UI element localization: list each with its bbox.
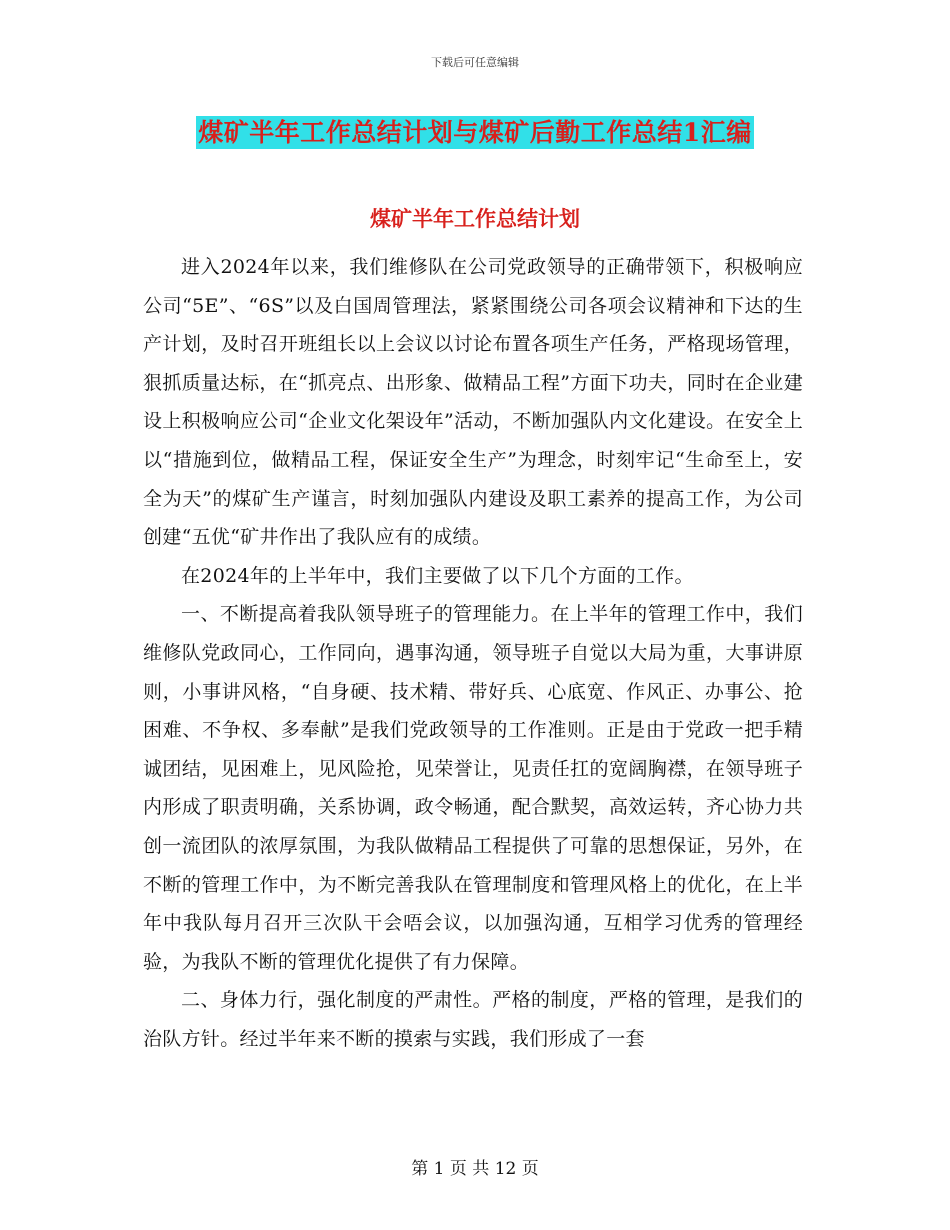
document-body bbox=[143, 248, 803, 1058]
section-title: 煤矿半年工作总结计划 bbox=[370, 206, 580, 231]
document-title bbox=[0, 113, 950, 149]
page-footer: 第 1 页 共 12 页 bbox=[411, 1159, 539, 1179]
document-title-text: 煤矿半年工作总结计划与煤矿后勤工作总结1汇编 bbox=[198, 118, 752, 147]
paragraph: 一、不断提高着我队领导班子的管理能力。在上半年的管理工作中，我们维修队党政同心，工作同向，遇事沟通，领导班子自觉以大局为重，大事讲原则，小事讲风格，“自身硬、技术精、带好兵、心底宽、作风正、办事公、抢困难、不争权、多奉献”是我们党政领导的工作准则。正是由于党政一把手精诚团结，见困难上，见风险抢，见荣誉让，见责任扛的宽阔胸襟，在领导班子内形成了职责明确，关系协调，政令畅通，配合默契，高效运转，齐心协力共创一流团队的浓厚氛围，为我队做精品工程提供了可靠的思想保证，另外，在不断的管理工作中，为不断完善我队在管理制度和管理风格上的优化，在上半年中我队每月召开三次队干会唔会议，以加强沟通，互相学习优秀的管理经验，为我队不断的管理优化提供了有力保障。 bbox=[143, 603, 803, 973]
paragraph: 二、身体力行，强化制度的严肃性。严格的制度，严格的管理，是我们的治队方针。经过半年来不断的摸索与实践，我们形成了一套 bbox=[143, 989, 803, 1050]
paragraph: 在2024年的上半年中，我们主要做了以下几个方面的工作。 bbox=[181, 564, 694, 587]
paragraph: 进入2024年以来，我们维修队在公司党政领导的正确带领下，积极响应公司“5E”、“6S”以及白国周管理法，紧紧围绕公司各项会议精神和下达的生产计划，及时召开班组长以上会议以讨论布置各项生产任务，严格现场管理，狠抓质量达标，在“抓亮点、出形象、做精品工程”方面下功夫，同时在企业建设上积极响应公司“企业文化架设年”活动，不断加强队内文化建设。在安全上以“措施到位，做精品工程，保证安全生产”为理念，时刻牢记“生命至上，安全为天”的煤矿生产谨言，时刻加强队内建设及职工素养的提高工作，为公司创建“五优“矿井作出了我队应有的成绩。 bbox=[143, 256, 803, 549]
header-note: 下载后可任意编辑 bbox=[431, 56, 519, 69]
